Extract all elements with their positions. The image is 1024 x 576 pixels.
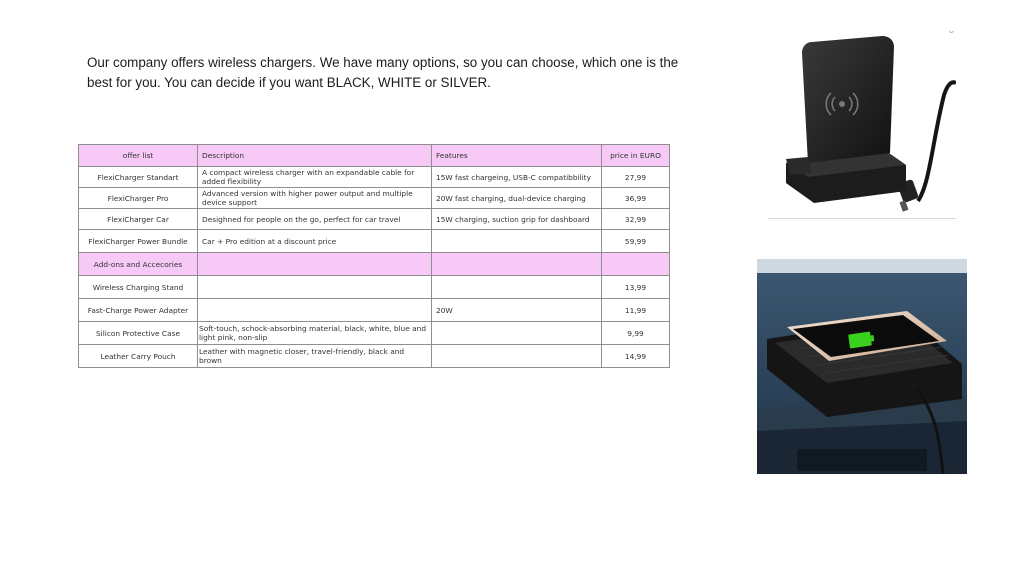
offer-price: 59,99 [602,230,670,253]
offer-description: Desighned for people on the go, perfect for car travel [198,209,432,230]
addon-name: Fast-Charge Power Adapter [79,299,198,322]
offer-price: 27,99 [602,167,670,188]
header-offer-list: offer list [79,145,198,167]
addon-features [432,345,602,368]
offer-name: FlexiCharger Pro [79,188,198,209]
addon-name: Silicon Protective Case [79,322,198,345]
section-label: Add-ons and Accecories [79,253,198,276]
section-header-row [79,253,670,276]
offer-name: FlexiCharger Standart [79,167,198,188]
addon-price: 13,99 [602,276,670,299]
offer-price: 32,99 [602,209,670,230]
table-header-row [79,145,670,167]
addon-features: 20W [432,299,602,322]
offer-name: FlexiCharger Power Bundle [79,230,198,253]
table-row [79,322,670,345]
offer-description: Advanced version with higher power output and multiple device support [198,188,432,209]
empty-cell [602,253,670,276]
addon-price: 9,99 [602,322,670,345]
addon-description [198,299,432,322]
addon-price: 14,99 [602,345,670,368]
offer-features: 15W fast chargeing, USB-C compatibbility [432,167,602,188]
table-row [79,209,670,230]
addon-features [432,276,602,299]
addon-name: Leather Carry Pouch [79,345,198,368]
table-row [79,188,670,209]
offer-name: FlexiCharger Car [79,209,198,230]
addon-description: Soft-touch, schock-absorbing material, black, white, blue and light pink, non-slip [198,322,432,345]
car-dashboard-charging-pad-photo [757,259,967,474]
addon-description: Leather with magnetic closer, travel-friendly, black and brown [198,345,432,368]
empty-cell [432,253,602,276]
addon-name: Wireless Charging Stand [79,276,198,299]
addon-description [198,276,432,299]
table-row [79,230,670,253]
header-price: price in EURO [602,145,670,167]
offer-features: 20W fast charging, dual-device charging [432,188,602,209]
addon-features [432,322,602,345]
table-row [79,167,670,188]
addon-price: 11,99 [602,299,670,322]
offer-features [432,230,602,253]
empty-cell [198,253,432,276]
intro-paragraph: Our company offers wireless chargers. We have many options, so you can choose, which one is the best for you. You can decide if you want BLACK, WHITE or SILVER. [87,55,679,90]
offer-table [78,144,670,368]
offer-price: 36,99 [602,188,670,209]
offer-features: 15W charging, suction grip for dashboard [432,209,602,230]
wireless-charging-stand-photo [768,33,956,219]
table-row [79,345,670,368]
header-description: Description [198,145,432,167]
table-row [79,276,670,299]
header-features: Features [432,145,602,167]
offer-description: Car + Pro edition at a discount price [198,230,432,253]
image-divider [768,218,956,219]
table-row [79,299,670,322]
offer-description: A compact wireless charger with an expandable cable for added flexibility [198,167,432,188]
